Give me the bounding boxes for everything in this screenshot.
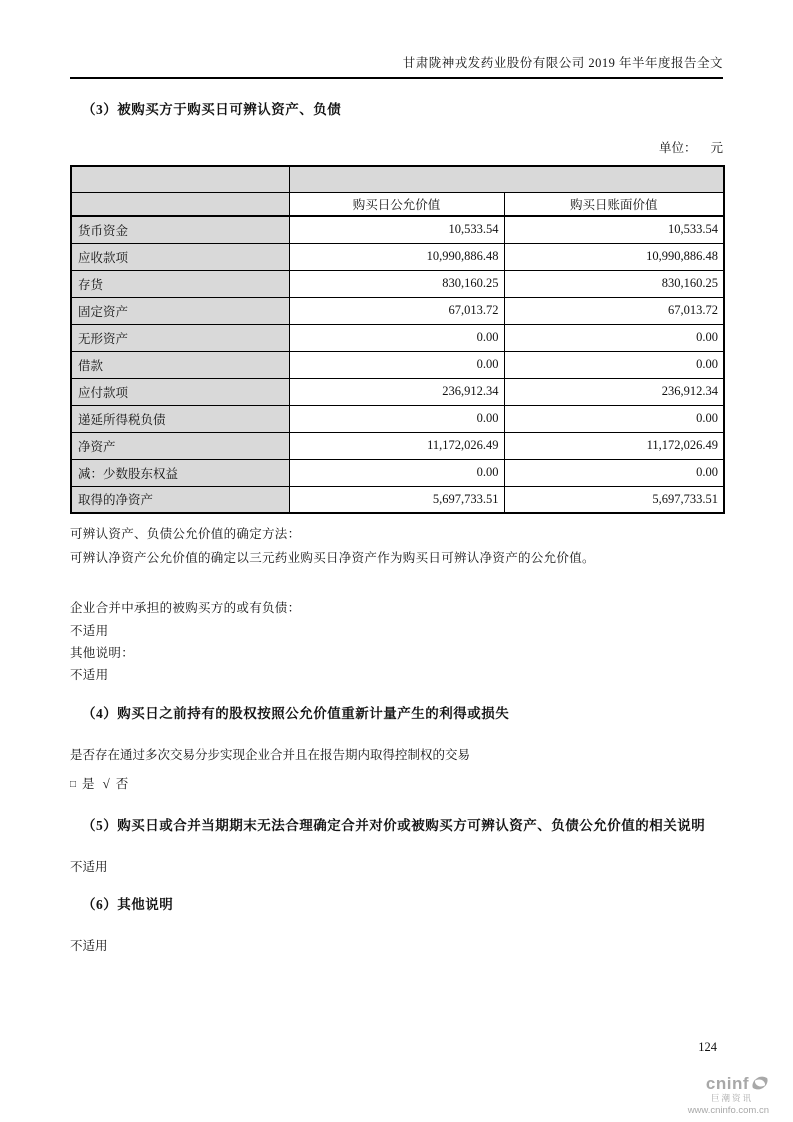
page-number: 124 (698, 1040, 717, 1054)
row-label: 应付款项 (71, 378, 289, 405)
unit-row (70, 138, 723, 156)
section-6-body: 不适用 (70, 939, 108, 953)
cninfo-chinese-name: 巨潮资讯 (710, 1093, 753, 1103)
cninfo-url: www.cninfo.com.cn (687, 1104, 769, 1116)
book-value-cell: 11,172,026.49 (504, 432, 724, 459)
fair-value-cell: 236,912.34 (289, 378, 504, 405)
fair-value-cell: 0.00 (289, 459, 504, 486)
row-label: 应收款项 (71, 243, 289, 270)
fair-value-cell: 67,013.72 (289, 297, 504, 324)
section-5-heading: （5）购买日或合并当期期末无法合理确定合并对价或被购买方可辨认资产、负债公允价值的相关说明 (82, 818, 706, 833)
section-4-question: 是否存在通过多次交易分步实现企业合并且在报告期内取得控制权的交易 (70, 748, 471, 762)
cninfo-logo (688, 1074, 769, 1115)
book-value-cell: 0.00 (504, 459, 724, 486)
row-label: 无形资产 (71, 324, 289, 351)
book-value-cell: 0.00 (504, 324, 724, 351)
note-other-label: 其他说明： (70, 646, 135, 660)
book-value-cell: 5,697,733.51 (504, 486, 724, 513)
fair-value-cell: 10,533.54 (289, 216, 504, 243)
book-value-cell: 10,533.54 (504, 216, 724, 243)
blank-merged-cell (289, 166, 724, 192)
book-value-cell: 236,912.34 (504, 378, 724, 405)
table-row (71, 405, 724, 432)
unit-value: 元 (710, 141, 723, 155)
row-label: 存货 (71, 270, 289, 297)
table-row (71, 216, 724, 243)
check-mark-icon: √ (102, 776, 110, 791)
column-header-fair-value: 购买日公允价值 (289, 192, 504, 216)
table-row (71, 243, 724, 270)
table-row (71, 324, 724, 351)
fair-value-cell: 10,990,886.48 (289, 243, 504, 270)
option-no-label: 否 (115, 777, 129, 791)
table-column-header-row (71, 192, 724, 216)
fair-value-cell: 11,172,026.49 (289, 432, 504, 459)
fair-value-cell: 5,697,733.51 (289, 486, 504, 513)
book-value-cell: 10,990,886.48 (504, 243, 724, 270)
table-row (71, 297, 724, 324)
table-row (71, 459, 724, 486)
note-method-text: 可辨认净资产公允价值的确定以三元药业购买日净资产作为购买日可辨认净资产的公允价值。 (70, 551, 595, 565)
option-yes-label: 是 (82, 777, 95, 791)
fair-value-cell: 830,160.25 (289, 270, 504, 297)
running-header-title: 甘肃陇神戎发药业股份有限公司 2019 年半年度报告全文 (70, 0, 723, 79)
row-label: 取得的净资产 (71, 486, 289, 513)
note-other-value: 不适用 (70, 668, 109, 682)
row-label: 固定资产 (71, 297, 289, 324)
section-6-heading: （6）其他说明 (82, 897, 174, 912)
note-contingent-label: 企业合并中承担的被购买方的或有负债： (70, 601, 301, 615)
table-row (71, 270, 724, 297)
table-row (71, 378, 724, 405)
identifiable-assets-liabilities-table (70, 165, 725, 514)
unit-label: 单位： (658, 141, 697, 155)
book-value-cell: 830,160.25 (504, 270, 724, 297)
note-contingent-value: 不适用 (70, 624, 109, 638)
row-label: 借款 (71, 351, 289, 378)
fair-value-cell: 0.00 (289, 324, 504, 351)
yes-no-checkbox-line (70, 774, 723, 792)
section-3-heading: （3）被购买方于购买日可辨认资产、负债 (82, 102, 342, 117)
blank-corner-cell-2 (71, 192, 289, 216)
cninfo-brand-text: cninf (705, 1073, 749, 1093)
cninfo-swirl-icon (751, 1074, 769, 1092)
book-value-cell: 0.00 (504, 351, 724, 378)
fair-value-cell: 0.00 (289, 351, 504, 378)
book-value-cell: 0.00 (504, 405, 724, 432)
column-header-book-value: 购买日账面价值 (504, 192, 724, 216)
table-blank-header-row (71, 166, 724, 192)
table-row (71, 486, 724, 513)
blank-corner-cell (71, 166, 289, 192)
section-5-body: 不适用 (70, 860, 108, 874)
row-label: 货币资金 (71, 216, 289, 243)
section-4-heading: （4）购买日之前持有的股权按照公允价值重新计量产生的利得或损失 (82, 706, 510, 721)
row-label: 减：少数股东权益 (71, 459, 289, 486)
row-label: 净资产 (71, 432, 289, 459)
row-label: 递延所得税负债 (71, 405, 289, 432)
note-method-label: 可辨认资产、负债公允价值的确定方法： (70, 527, 301, 541)
book-value-cell: 67,013.72 (504, 297, 724, 324)
table-row (71, 351, 724, 378)
checkbox-unchecked-icon: □ (70, 779, 77, 790)
table-row (71, 432, 724, 459)
fair-value-cell: 0.00 (289, 405, 504, 432)
